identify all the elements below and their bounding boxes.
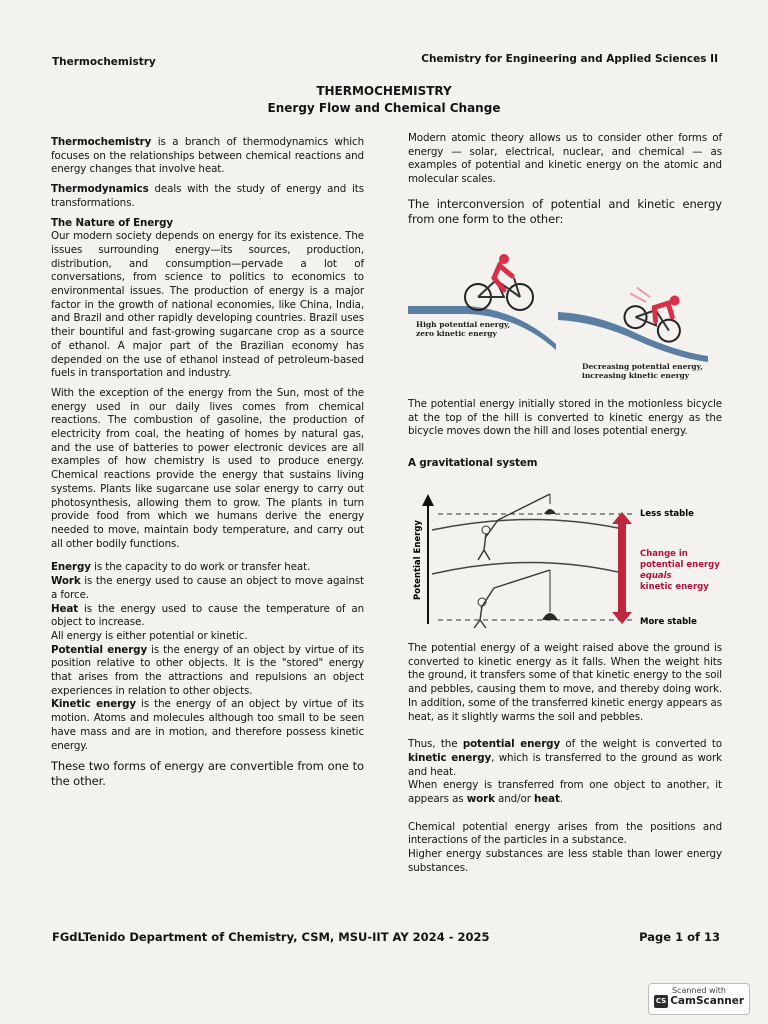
paragraph-chemical-reactions: With the exception of the energy from the Sun, most of the energy used in our daily lives comes from chemical reactions. The combustion of gasoline, the production of electricity from coal, the heating of homes by natural gas, and the use of batteries to power electronic devices are all examples of how chemistry is used to produce energy. Chemical reactions provide the energy that sustains living systems. Plants like sugarcane use solar energy to carry out photosynthesis, allowing them to grow. The plants in turn provide food from which we humans derive the energy needed to move, maintain body temperature, and carry out all other bodily functions.	[51, 386, 364, 550]
change-label-2: potential energy	[640, 560, 720, 570]
paragraph-thermodynamics	[51, 183, 364, 210]
text: is a branch of thermodynamics which focuses on the relationships between chemical reactions and energy changes that involve heat.	[51, 136, 364, 176]
definition-heat: Heat is the energy used to cause the temperature of an object to increase.	[51, 602, 364, 629]
person-lower-icon	[474, 570, 550, 628]
gravitational-diagram	[408, 490, 722, 630]
y-axis-arrow	[422, 494, 434, 506]
ground-upper	[432, 519, 618, 530]
more-stable-label: More stable	[640, 617, 697, 627]
header-right: Chemistry for Engineering and Applied Sciences II	[421, 53, 718, 65]
paragraph-thermochemistry	[51, 136, 364, 177]
less-stable-label: Less stable	[640, 509, 694, 519]
definition-energy: Energy is the capacity to do work or transfer heat.	[51, 561, 311, 574]
y-axis-label: Potential Energy	[413, 520, 423, 600]
footer-left: FGdLTenido Department of Chemistry, CSM, MSU-IIT AY 2024 - 2025	[52, 930, 490, 944]
ground-lower	[432, 562, 618, 574]
hill-right	[558, 312, 708, 362]
watermark-top-text: Scanned with	[671, 986, 727, 995]
right-column-bottom	[408, 642, 722, 876]
paragraph-atomic-theory: Modern atomic theory allows us to consider other forms of energy — solar, electrical, nuclear, and chemical — as examples of potential and kinetic energy on the atomic and molecular scales.	[408, 132, 722, 186]
term-thermochemistry: Thermochemistry	[51, 136, 152, 148]
paragraph-nature: Our modern society depends on energy for its existence. The issues surrounding energy—its sources, production, distribution, and consumption—pervade a lot of conversations, from science to politics to economics to environmental issues. The production of energy is a major factor in the growth of national economies, like China, India, and Brazil and other rapidly developing countries. Brazil uses their bountiful and fast-growing sugarcane crop as a source of ethanol. A major part of the Brazilian economy has depended on the use of ethanol instead of petroleum-based fuels in transportation and industry.	[51, 230, 364, 380]
page-number: Page 1 of 13	[639, 930, 720, 944]
convertible-statement: These two forms of energy are convertible from one to the other.	[51, 759, 364, 789]
paragraph-transfer: When energy is transferred from one object to another, it appears as work and/or heat.	[408, 779, 722, 806]
camscanner-watermark	[648, 983, 750, 1015]
right-column	[408, 132, 722, 227]
paragraph-chemical-potential: Chemical potential energy arises from the positions and interactions of the particles in a substance.	[408, 820, 722, 847]
definition-kinetic-energy: Kinetic energy is the energy of an object by virtue of its motion. Atoms and molecules although too small to be seen have mass and are in motion, and therefore possess kinetic energy.	[51, 698, 364, 752]
watermark-name: CamScanner	[670, 995, 745, 1007]
bicycle-diagram	[408, 244, 722, 384]
paragraph-bicycle: The potential energy initially stored in the motionless bicycle at the top of the hill is converted to kinetic energy as the bicycle moves down the hill and loses potential energy.	[408, 398, 722, 438]
bike-label-decreasing-1: Decreasing potential energy,	[582, 362, 703, 371]
interconversion-heading: The interconversion of potential and kinetic energy from one form to the other:	[408, 196, 722, 226]
title-line-2: Energy Flow and Chemical Change	[267, 101, 501, 115]
change-label-4: kinetic energy	[640, 582, 709, 592]
paragraph-weight: The potential energy of a weight raised above the ground is converted to kinetic energy as it falls. When the weight hits the ground, it transfers some of that kinetic energy to the soil and pebbles, causing them to move, and thereby doing work. In addition, some of the transferred kinetic energy appears as heat, as it slightly warms the soil and pebbles.	[408, 642, 722, 723]
change-arrow-shaft	[618, 524, 626, 612]
change-arrow-head-down	[612, 612, 632, 624]
left-column	[51, 136, 364, 789]
section-heading-nature-of-energy: The Nature of Energy	[51, 216, 174, 229]
bike-label-high-2: zero kinetic energy	[416, 329, 497, 338]
title-line-1: THERMOCHEMISTRY	[316, 84, 452, 98]
text: deals with the study of energy and its transformations.	[51, 183, 364, 209]
definition-work: Work is the energy used to cause an object to move against a force.	[51, 575, 364, 601]
paragraph-thus: Thus, the potential energy of the weight is converted to kinetic energy, which is transferred to the ground as work and heat.	[408, 738, 722, 778]
person-upper-icon	[478, 494, 550, 560]
watermark-brand	[649, 995, 749, 1008]
gravitational-system-heading: A gravitational system	[408, 457, 538, 470]
header-left: Thermochemistry	[52, 56, 156, 68]
change-label-1: Change in	[640, 549, 688, 559]
camscanner-logo-icon: CS	[654, 995, 668, 1008]
all-energy-statement: All energy is either potential or kinetic.	[51, 629, 248, 642]
page-title	[0, 83, 768, 117]
bike-label-high-1: High potential energy,	[416, 320, 511, 329]
definition-potential-energy: Potential energy is the energy of an object by virtue of its position relative to other objects. It is the "stored" energy that arises from the attractions and repulsions an object experiences in relation to other objects.	[51, 643, 365, 697]
paragraph-stability: Higher energy substances are less stable than lower energy substances.	[408, 848, 722, 874]
change-label-3: equals	[640, 571, 672, 581]
weight-upper-icon	[544, 509, 556, 514]
bike-label-decreasing-2: increasing kinetic energy	[582, 371, 690, 380]
term-thermodynamics: Thermodynamics	[51, 183, 149, 196]
weight-lower-icon	[542, 613, 558, 620]
bicycle-top-icon	[465, 254, 533, 310]
right-column-mid	[408, 398, 722, 471]
